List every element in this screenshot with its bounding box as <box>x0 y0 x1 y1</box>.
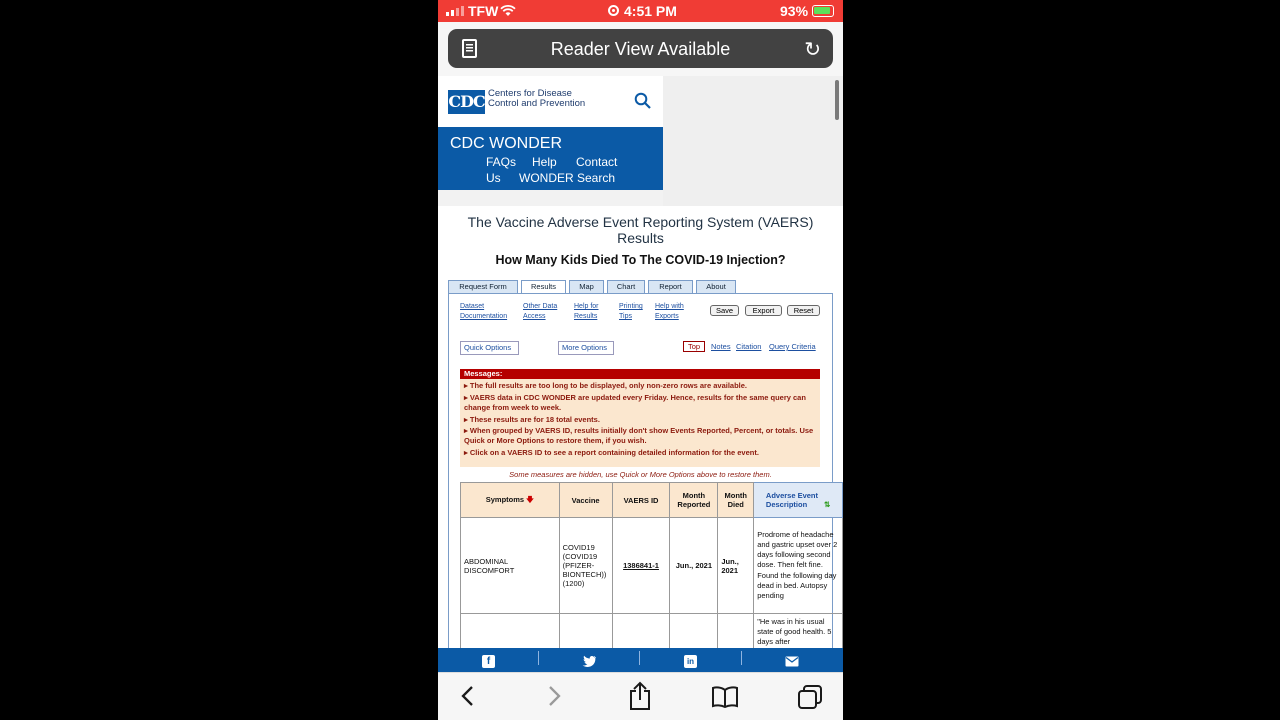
table-row <box>461 614 843 649</box>
tab-results[interactable]: Results <box>521 280 566 294</box>
save-button[interactable]: Save <box>710 305 739 316</box>
cdc-org-name <box>488 89 585 109</box>
tab-map[interactable]: Map <box>569 280 604 293</box>
more-options-button[interactable]: More Options <box>558 341 614 355</box>
col-description[interactable] <box>754 483 843 518</box>
reset-button[interactable]: Reset <box>787 305 820 316</box>
browser-toolbar <box>438 672 843 720</box>
hidden-measures-note: Some measures are hidden, use Quick or More Options above to restore them. <box>509 470 772 479</box>
share-divider <box>538 651 539 665</box>
browser-address-area <box>438 22 843 76</box>
nav-divider <box>438 190 663 206</box>
link-dataset-documentation[interactable] <box>460 302 507 322</box>
cell-month-died: Jun., 2021 <box>718 518 754 614</box>
address-bar[interactable] <box>448 29 833 68</box>
link-other-data-access[interactable] <box>523 302 557 322</box>
tab-report[interactable]: Report <box>648 280 693 293</box>
link-help-for-results[interactable] <box>574 302 599 322</box>
nav-contact[interactable]: Contact <box>576 155 618 169</box>
scrollbar[interactable] <box>835 80 839 120</box>
col-symptoms-label: Symptoms <box>485 494 525 504</box>
email-icon[interactable] <box>785 656 799 667</box>
col-vaccine[interactable]: Vaccine <box>559 483 612 518</box>
citation-link[interactable]: Citation <box>736 342 762 351</box>
page-gutter <box>663 76 843 206</box>
linkedin-icon[interactable]: in <box>684 655 697 668</box>
link-line: Dataset <box>460 303 485 310</box>
forward-icon[interactable] <box>548 685 562 707</box>
screen-recording-icon <box>608 5 619 16</box>
page-title <box>458 214 823 246</box>
cdc-header <box>438 76 663 127</box>
cell-empty <box>670 614 718 649</box>
share-icon[interactable] <box>628 681 652 711</box>
signal-icon <box>446 6 464 16</box>
results-table <box>460 482 843 648</box>
nav-help[interactable]: Help <box>532 155 557 169</box>
nav-faqs[interactable]: FAQs <box>486 155 517 169</box>
status-bar <box>438 0 843 22</box>
cell-description: Prodrome of headache and gastric upset over 2 days following second dose. Then felt fine. Found the following day dead in bed. Autopsy pending <box>754 518 843 614</box>
table-header-row <box>461 483 843 518</box>
link-line: Printing <box>619 303 643 310</box>
org-name-line2: Control and Prevention <box>488 98 586 109</box>
link-line: Other Data <box>523 303 558 310</box>
cdc-logo[interactable]: CDC <box>448 90 485 114</box>
top-anchor[interactable]: Top <box>683 341 705 352</box>
table-row <box>461 518 843 614</box>
wonder-nav <box>438 127 663 190</box>
share-bar <box>438 648 843 672</box>
nav-wonder-search[interactable]: WONDER Search <box>519 171 616 185</box>
back-icon[interactable] <box>460 685 474 707</box>
nav-contact-us[interactable]: Us <box>486 171 501 185</box>
link-printing-tips[interactable] <box>619 302 643 322</box>
link-line: Tips <box>619 313 632 320</box>
page-title-line2: Results <box>617 230 664 246</box>
link-line: Help for <box>574 303 599 310</box>
message-item: ▸ When grouped by VAERS ID, results initially don't show Events Reported, Percent, or totals. Use Quick or More Options to restore them, if you wish. <box>464 426 814 445</box>
twitter-icon[interactable] <box>582 655 597 668</box>
quick-options-button[interactable]: Quick Options <box>460 341 519 355</box>
col-symptoms[interactable] <box>461 483 560 518</box>
col-description-label: Adverse Event Description <box>765 491 819 509</box>
tab-about[interactable]: About <box>696 280 736 293</box>
search-icon[interactable] <box>634 92 651 109</box>
cell-symptoms: ABDOMINAL DISCOMFORT <box>461 518 560 614</box>
message-item: ▸ VAERS data in CDC WONDER are updated every Friday. Hence, results for the same query can change from week to week. <box>464 393 806 412</box>
wonder-title[interactable]: CDC WONDER <box>450 135 562 152</box>
link-line: Access <box>523 313 546 320</box>
link-line: Help with <box>655 303 684 310</box>
facebook-icon[interactable]: f <box>482 655 495 668</box>
phone-screen <box>438 0 843 720</box>
message-item: ▸ The full results are too long to be displayed, only non-zero rows are available. <box>464 381 748 390</box>
export-button[interactable]: Export <box>745 305 782 316</box>
wifi-icon <box>500 4 516 17</box>
web-page <box>438 76 843 648</box>
cell-empty <box>461 614 560 649</box>
col-vaers-id[interactable]: VAERS ID <box>612 483 670 518</box>
share-divider <box>741 651 742 665</box>
cell-description: "He was in his usual state of good health. 5 days after <box>754 614 843 649</box>
page-question: How Many Kids Died To The COVID-19 Injection? <box>495 253 786 267</box>
share-divider <box>639 651 640 665</box>
tabs-icon[interactable] <box>797 684 823 710</box>
carrier-name: TFW <box>468 3 499 19</box>
message-text: The full results are too long to be displayed, only non-zero rows are available. <box>469 381 748 390</box>
reader-view-banner[interactable]: Reader View Available <box>550 39 731 59</box>
reload-icon[interactable]: ↻ <box>804 39 821 61</box>
cell-empty <box>559 614 612 649</box>
sort-toggle-icon[interactable]: ⇅ <box>824 500 831 509</box>
battery-percent: 93% <box>780 3 809 19</box>
page-title-line1: The Vaccine Adverse Event Reporting System (VAERS) <box>467 214 814 230</box>
message-text: Click on a VAERS ID to see a report containing detailed information for the event. <box>469 448 759 457</box>
org-name-line1: Centers for Disease <box>488 88 572 99</box>
bookmarks-icon[interactable] <box>711 686 739 708</box>
clock: 4:51 PM <box>624 3 677 19</box>
link-line: Exports <box>655 313 679 320</box>
cell-empty <box>718 614 754 649</box>
cell-empty <box>612 614 670 649</box>
message-text: When grouped by VAERS ID, results initially don't show Events Reported, Percent, or totals. Use Quick or More Options to restore them, if you wish. <box>464 426 814 445</box>
messages-header: Messages: <box>460 369 820 379</box>
link-line: Documentation <box>460 313 508 320</box>
link-help-with-exports[interactable] <box>655 302 684 322</box>
tab-chart[interactable]: Chart <box>607 280 645 293</box>
notes-link[interactable]: Notes <box>711 342 731 351</box>
sort-down-icon[interactable]: 🡇 <box>526 494 534 504</box>
col-month-reported[interactable]: Month Reported <box>670 483 718 518</box>
messages-box <box>460 379 820 467</box>
col-month-died[interactable]: Month Died <box>718 483 754 518</box>
message-item: ▸ These results are for 18 total events. <box>464 415 600 424</box>
cell-vaccine: COVID19 (COVID19 (PFIZER-BIONTECH)) (1200) <box>559 518 612 614</box>
query-criteria-link[interactable]: Query Criteria <box>769 342 816 351</box>
tab-request-form[interactable]: Request Form <box>448 280 518 293</box>
cell-month-reported: Jun., 2021 <box>670 518 718 614</box>
battery-icon <box>812 5 834 17</box>
message-item: ▸ Click on a VAERS ID to see a report containing detailed information for the event. <box>464 448 759 457</box>
message-text: VAERS data in CDC WONDER are updated every Friday. Hence, results for the same query can change from week to week. <box>464 393 806 412</box>
link-line: Results <box>574 313 598 320</box>
vaers-id-link[interactable]: 1386841-1 <box>612 518 670 614</box>
message-text: These results are for 18 total events. <box>469 415 600 424</box>
